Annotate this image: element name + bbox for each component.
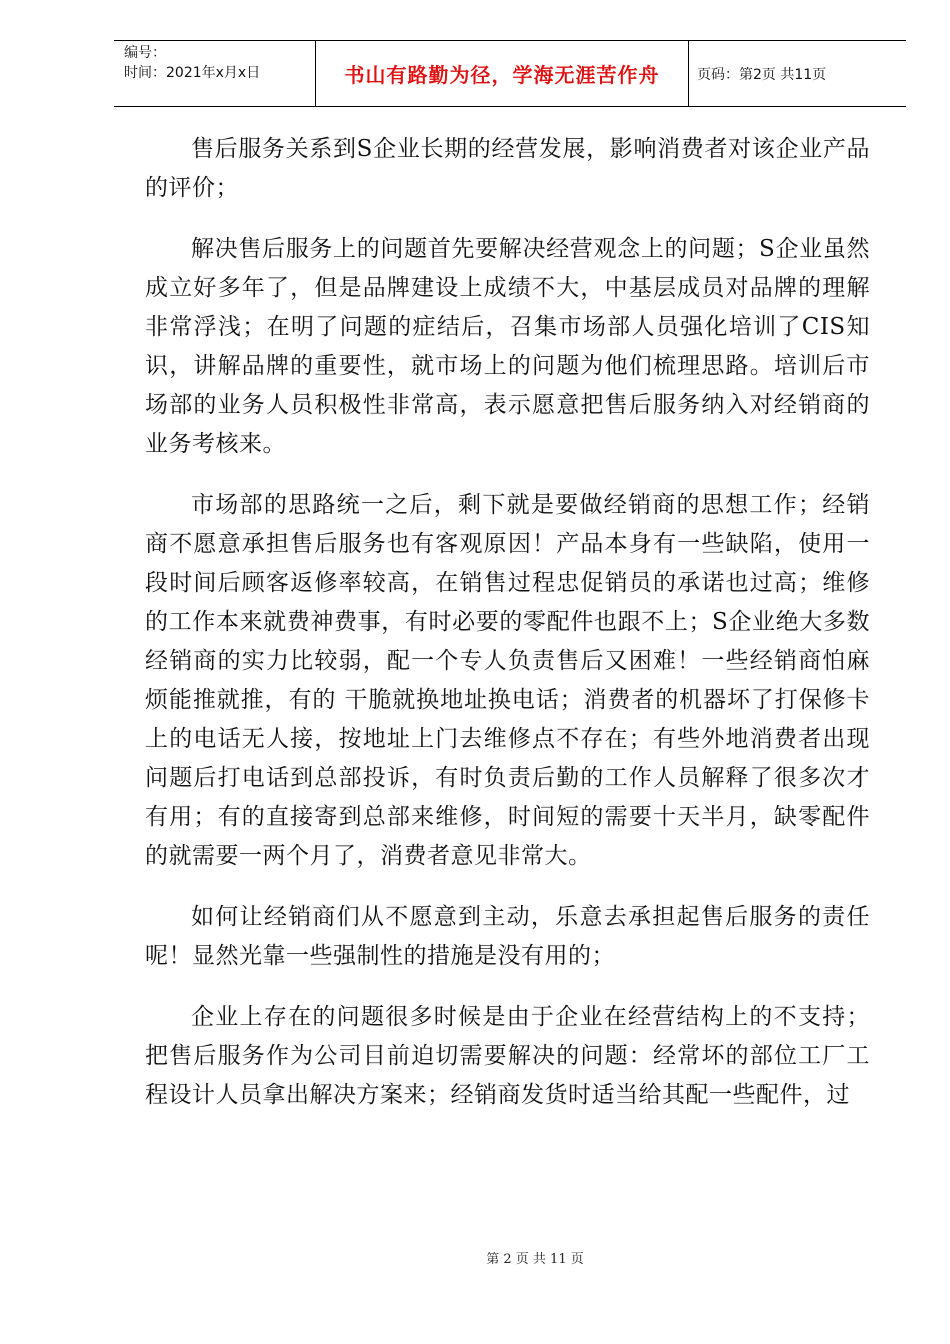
- header-motto-cell: [316, 41, 689, 106]
- paragraph: 企业上存在的问题很多时候是由于企业在经营结构上的不支持；把售后服务作为公司目前迫切需要解决的问题：经常坏的部位工厂工程设计人员拿出解决方案来；经销商发货时适当给其配一些配件，过: [145, 1004, 870, 1108]
- document-body: [145, 130, 870, 1137]
- document-header: [114, 40, 906, 107]
- page-footer: [0, 1248, 950, 1267]
- header-page-cell: [689, 41, 906, 106]
- footer-page-number: 第 2 页 共 11 页: [486, 1252, 584, 1267]
- paragraph: 售后服务关系到S企业长期的经营发展，影响消费者对该企业产品的评价；: [145, 136, 870, 201]
- paragraph: 如何让经销商们从不愿意到主动，乐意去承担起售后服务的责任呢！显然光靠一些强制性的措施是没有用的；: [145, 904, 870, 969]
- number-label: 编号：: [124, 45, 166, 61]
- paragraph: 市场部的思路统一之后，剩下就是要做经销商的思想工作；经销商不愿意承担售后服务也有客观原因！产品本身有一些缺陷，使用一段时间后顾客返修率较高，在销售过程忠促销员的承诺也过高；维修的工作本来就费神费事，有时必要的零配件也跟不上；S企业绝大多数经销商的实力比较弱，配一个专人负责售后又困难！一些经销商怕麻烦能推就推，有的 干脆就换地址换电话；消费者的机器坏了打保修卡上的电话无人接，按地址上门去维修点不存在；有些外地消费者出现问题后打电话到总部投诉，有时负责后勤的工作人员解释了很多次才有用；有的直接寄到总部来维修，时间短的需要十天半月，缺零配件的就需要一两个月了，消费者意见非常大。: [145, 492, 870, 869]
- paragraph: 解决售后服务上的问题首先要解决经营观念上的问题；S企业虽然成立好多年了，但是品牌建设上成绩不大，中基层成员对品牌的理解非常浮浅；在明了问题的症结后，召集市场部人员强化培训了CIS知识，讲解品牌的重要性，就市场上的问题为他们梳理思路。培训后市场部的业务人员积极性非常高，表示愿意把售后服务纳入对经销商的业务考核来。: [145, 236, 870, 457]
- page-info: 页码：第2页 共11页: [697, 66, 827, 83]
- header-meta-cell: [114, 41, 316, 106]
- motto-text: 书山有路勤为径，学海无涯苦作舟: [344, 63, 660, 87]
- time-label: 时间：2021年x月x日: [124, 65, 261, 81]
